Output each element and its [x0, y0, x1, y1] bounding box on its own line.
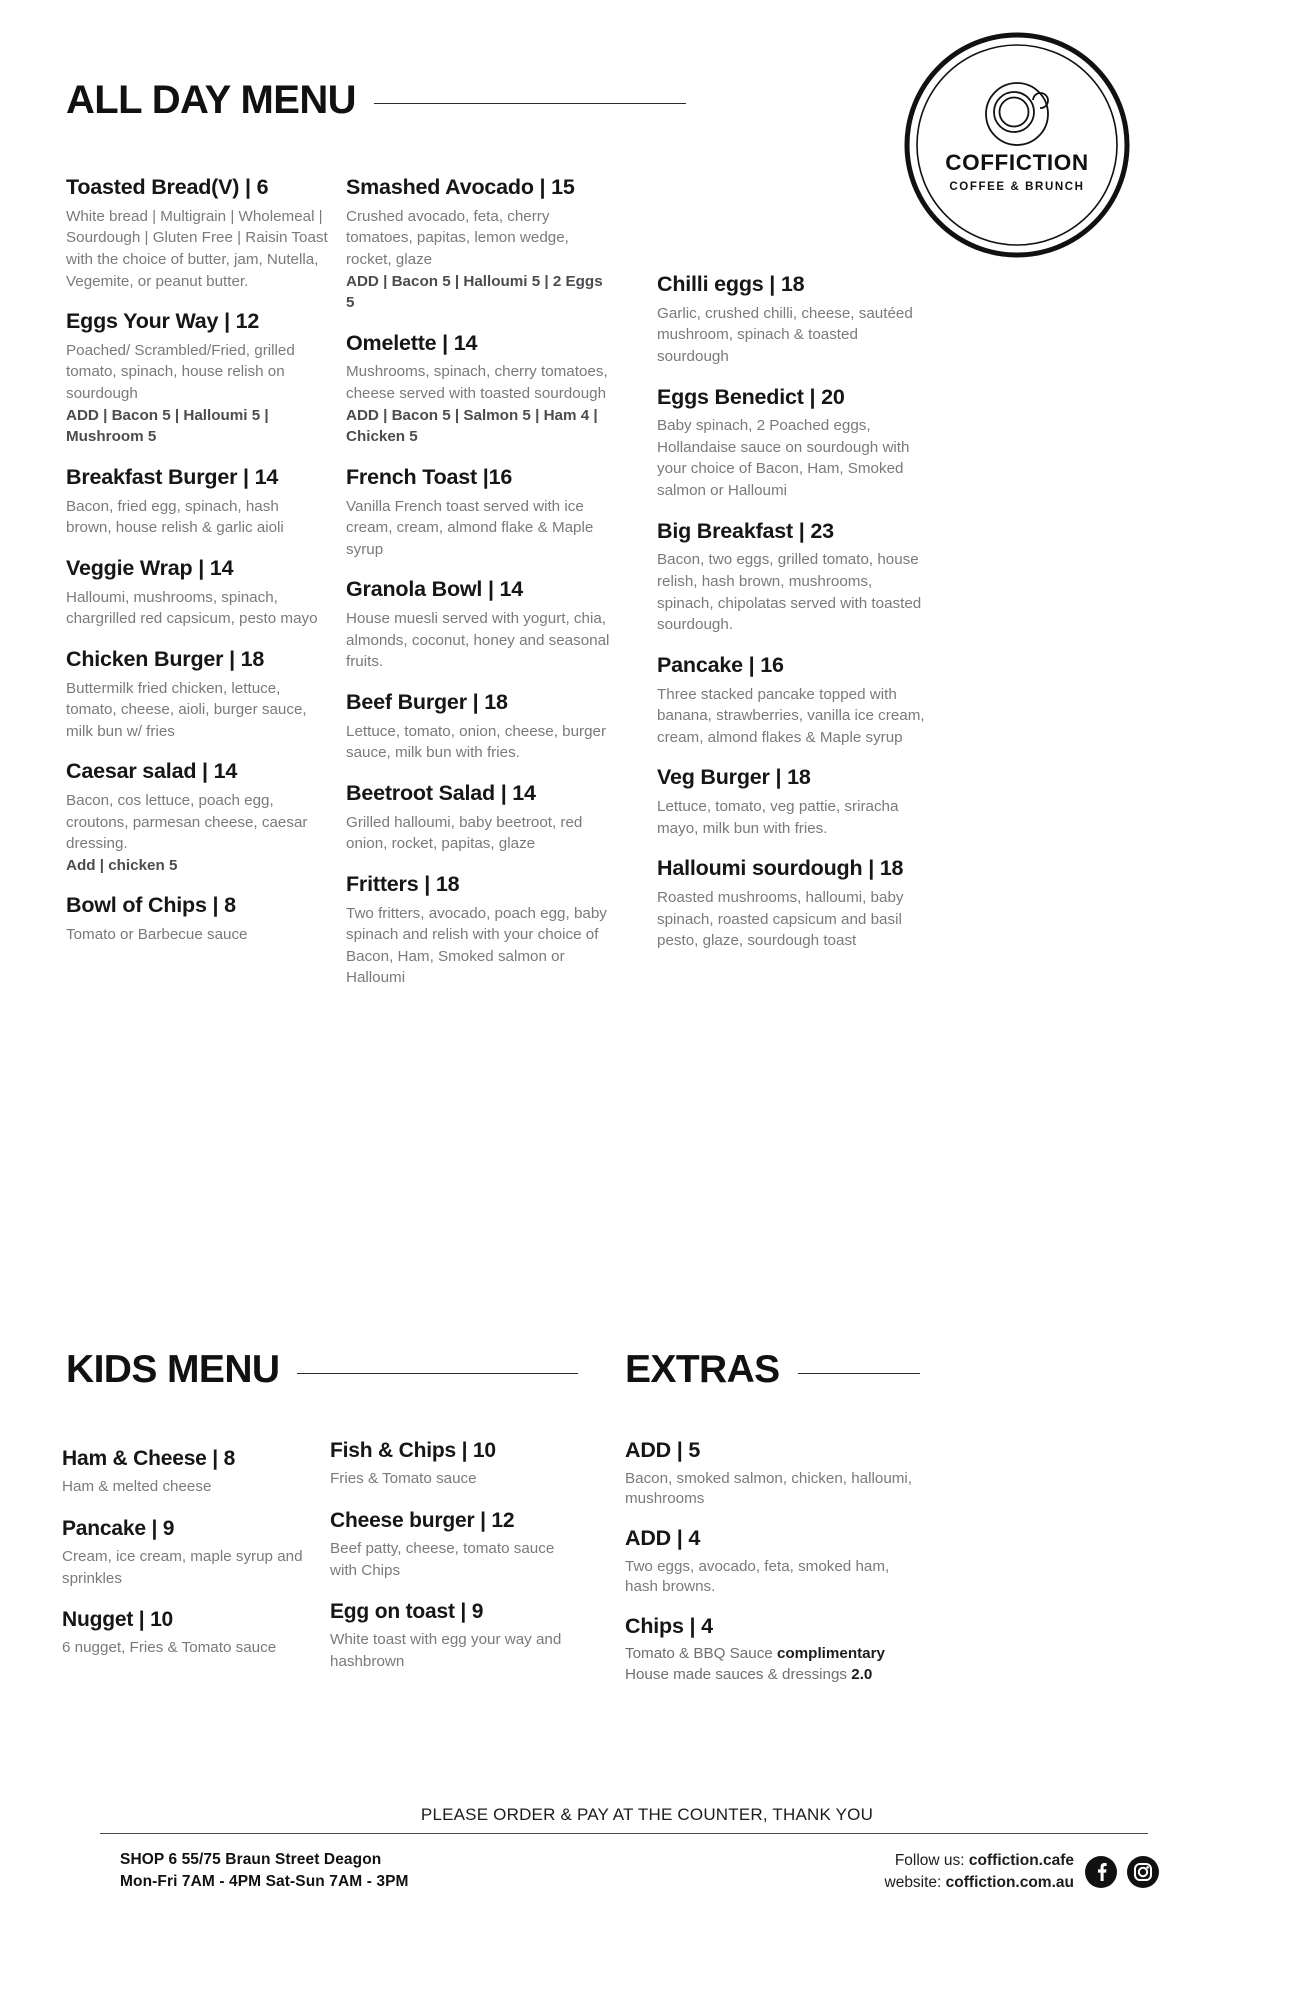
item-name: Halloumi sourdough | 18	[657, 856, 904, 881]
item-description: White bread | Multigrain | Wholemeal | Sourdough | Gluten Free | Raisin Toast with the choice of butter, jam, Nutella, Vegemite, or peanut butter.	[66, 207, 328, 290]
item-name: Egg on toast | 9	[330, 1600, 484, 1624]
item-name: Granola Bowl | 14	[346, 577, 524, 602]
item-name: Veggie Wrap | 14	[66, 555, 234, 580]
menu-item	[346, 465, 614, 561]
all-day-menu-header	[66, 78, 686, 123]
follow-us-line: Follow us: coffiction.cafe	[894, 1852, 1074, 1869]
menu-column-middle	[346, 175, 614, 1006]
menu-item	[346, 331, 614, 448]
facebook-icon[interactable]	[1084, 1855, 1118, 1889]
website-url: coffiction.com.au	[945, 1874, 1074, 1892]
menu-item	[657, 856, 927, 952]
menu-item	[66, 893, 328, 945]
menu-item	[657, 765, 927, 839]
menu-item	[657, 519, 927, 636]
item-name: Pancake | 16	[657, 652, 784, 677]
item-name: Breakfast Burger | 14	[66, 464, 279, 489]
menu-item	[66, 759, 328, 876]
kids-menu-header	[66, 1348, 578, 1392]
item-description: Lettuce, tomato, veg pattie, sriracha mayo, milk bun with fries.	[657, 798, 899, 837]
item-name: Veg Burger | 18	[657, 765, 811, 790]
item-description: Buttermilk fried chicken, lettuce, tomato, cheese, aioli, burger sauce, milk bun w/ fries	[66, 679, 307, 740]
kids-menu-item	[62, 1607, 317, 1659]
kids-menu-item	[330, 1599, 585, 1672]
kids-menu-item	[62, 1516, 317, 1589]
store-address: SHOP 6 55/75 Braun Street Deagon	[120, 1851, 382, 1868]
coffiction-logo	[902, 30, 1132, 260]
menu-item	[657, 272, 927, 368]
item-description: House muesli served with yogurt, chia, almonds, coconut, honey and seasonal fruits.	[346, 610, 610, 671]
item-description: Garlic, crushed chilli, cheese, sautéed mushroom, spinach & toasted sourdough	[657, 304, 913, 365]
item-name: Eggs Your Way | 12	[66, 309, 260, 334]
kids-menu-title: KIDS MENU	[66, 1348, 280, 1391]
item-description: Three stacked pancake topped with banana, strawberries, vanilla ice cream, cream, almond flakes & Maple syrup	[657, 685, 925, 746]
website-line: website: coffiction.com.au	[884, 1874, 1074, 1892]
item-description: Grilled halloumi, baby beetroot, red onion, rocket, papitas, glaze	[346, 813, 583, 853]
store-details	[120, 1849, 409, 1893]
menu-column-left	[66, 175, 328, 963]
item-description: Two fritters, avocado, poach egg, baby spinach and relish with your choice of Bacon, Ham, Smoked salmon or Halloumi	[346, 904, 607, 987]
menu-column-right	[657, 272, 927, 969]
menu-item	[657, 385, 927, 502]
item-name: Fritters | 18	[346, 871, 460, 896]
menu-item	[346, 781, 614, 855]
item-description: Bacon, fried egg, spinach, hash brown, house relish & garlic aioli	[66, 497, 284, 537]
item-description: Two eggs, avocado, feta, smoked ham, hash browns.	[625, 1557, 890, 1596]
item-description: Baby spinach, 2 Poached eggs, Hollandaise sauce on sourdough with your choice of Bacon, Ham, Smoked salmon or Halloumi	[657, 417, 910, 500]
title-divider	[374, 103, 686, 104]
item-name: ADD | 5	[625, 1438, 701, 1462]
svg-text:COFFICTION: COFFICTION	[945, 150, 1089, 175]
menu-item	[346, 577, 614, 673]
order-notice: PLEASE ORDER & PAY AT THE COUNTER, THANK YOU	[420, 1805, 874, 1824]
extras-item	[625, 1526, 925, 1598]
item-name: Smashed Avocado | 15	[346, 175, 575, 199]
item-description: Vanilla French toast served with ice cream, cream, almond flake & Maple syrup	[346, 497, 594, 558]
svg-text:COFFEE & BRUNCH: COFFEE & BRUNCH	[949, 181, 1085, 193]
item-description: Mushrooms, spinach, cherry tomatoes, cheese served with toasted sourdough	[346, 363, 608, 403]
extras-item	[625, 1614, 925, 1687]
item-description: White toast with egg your way and hashbrown	[330, 1631, 562, 1670]
kids-menu-item	[330, 1438, 585, 1490]
item-addons: ADD | Bacon 5 | Salmon 5 | Ham 4 | Chicken 5	[346, 406, 598, 446]
item-name: Pancake | 9	[62, 1516, 175, 1540]
item-description: Crushed avocado, feta, cherry tomatoes, papitas, lemon wedge, rocket, glaze	[346, 207, 569, 268]
item-name: Big Breakfast | 23	[657, 518, 834, 543]
store-hours: Mon-Fri 7AM - 4PM Sat-Sun 7AM - 3PM	[120, 1873, 409, 1890]
item-name: ADD | 4	[625, 1525, 701, 1550]
item-name: Chips | 4	[625, 1613, 713, 1638]
kids-menu-item	[330, 1508, 585, 1581]
menu-item	[66, 175, 328, 292]
social-block	[760, 1850, 1160, 1895]
extras-item	[625, 1438, 925, 1510]
menu-item	[66, 556, 328, 630]
item-name: Beetroot Salad | 14	[346, 780, 536, 805]
item-addons: ADD | Bacon 5 | Halloumi 5 | Mushroom 5	[66, 406, 269, 446]
item-description: Bacon, two eggs, grilled tomato, house relish, hash brown, mushrooms, spinach, chipolatas served with toasted sourdough.	[657, 551, 922, 634]
item-name: Bowl of Chips | 8	[66, 893, 236, 918]
sauce-note-line2: House made sauces & dressings 2.0	[625, 1666, 873, 1684]
item-name: Beef Burger | 18	[346, 689, 508, 714]
page-title: ALL DAY MENU	[66, 78, 356, 122]
extras-title-divider	[798, 1373, 920, 1374]
extras-header	[625, 1348, 920, 1392]
item-name: Nugget | 10	[62, 1608, 174, 1632]
item-name: Toasted Bread(V) | 6	[66, 175, 269, 199]
item-name: Fish & Chips | 10	[330, 1439, 496, 1462]
extras-column	[625, 1438, 925, 1702]
item-description: Tomato or Barbecue sauce	[66, 926, 248, 944]
item-description: Bacon, cos lettuce, poach egg, croutons, parmesan cheese, caesar dressing.	[66, 792, 308, 853]
sauce-note-line1: Tomato & BBQ Sauce complimentary	[625, 1645, 885, 1663]
extras-sauce-note	[625, 1644, 925, 1686]
menu-item	[346, 175, 614, 314]
item-name: Eggs Benedict | 20	[657, 384, 845, 409]
item-description: Beef patty, cheese, tomato sauce with Chips	[330, 1539, 555, 1579]
menu-item	[346, 690, 614, 764]
menu-item	[66, 465, 328, 539]
item-description: Bacon, smoked salmon, chicken, halloumi, mushrooms	[625, 1469, 913, 1508]
item-name: Cheese burger | 12	[330, 1508, 515, 1532]
kids-column-left	[62, 1446, 317, 1677]
item-name: Omelette | 14	[346, 330, 478, 355]
item-name: Chicken Burger | 18	[66, 646, 265, 671]
instagram-icon[interactable]	[1126, 1855, 1160, 1889]
item-description: Ham & melted cheese	[62, 1478, 212, 1496]
social-handle: coffiction.cafe	[968, 1852, 1074, 1869]
item-addons: ADD | Bacon 5 | Halloumi 5 | 2 Eggs 5	[346, 272, 603, 312]
menu-item	[657, 653, 927, 749]
item-description: Roasted mushrooms, halloumi, baby spinach, roasted capsicum and basil pesto, glaze, sourdough toast	[657, 889, 904, 950]
menu-item	[346, 872, 614, 989]
item-description: Cream, ice cream, maple syrup and sprinkles	[62, 1547, 303, 1587]
kids-title-divider	[297, 1373, 578, 1374]
item-description: Halloumi, mushrooms, spinach, chargrilled red capsicum, pesto mayo	[66, 588, 318, 628]
item-addons: Add | chicken 5	[66, 856, 178, 874]
item-name: Caesar salad | 14	[66, 759, 238, 784]
kids-column-middle	[330, 1438, 585, 1690]
item-description: Poached/ Scrambled/Fried, grilled tomato, spinach, house relish on sourdough	[66, 341, 295, 403]
item-description: Fries & Tomato sauce	[330, 1470, 477, 1488]
extras-title: EXTRAS	[625, 1348, 780, 1391]
item-name: French Toast |16	[346, 464, 513, 489]
footer-divider	[100, 1833, 1148, 1834]
item-description: Lettuce, tomato, onion, cheese, burger sauce, milk bun with fries.	[346, 722, 607, 762]
item-description: 6 nugget, Fries & Tomato sauce	[62, 1639, 277, 1657]
menu-item	[66, 647, 328, 743]
menu-item	[66, 309, 328, 448]
item-name: Chilli eggs | 18	[657, 272, 805, 296]
coffee-cup-icon	[986, 83, 1048, 145]
item-name: Ham & Cheese | 8	[62, 1447, 236, 1470]
kids-menu-item	[62, 1446, 317, 1498]
